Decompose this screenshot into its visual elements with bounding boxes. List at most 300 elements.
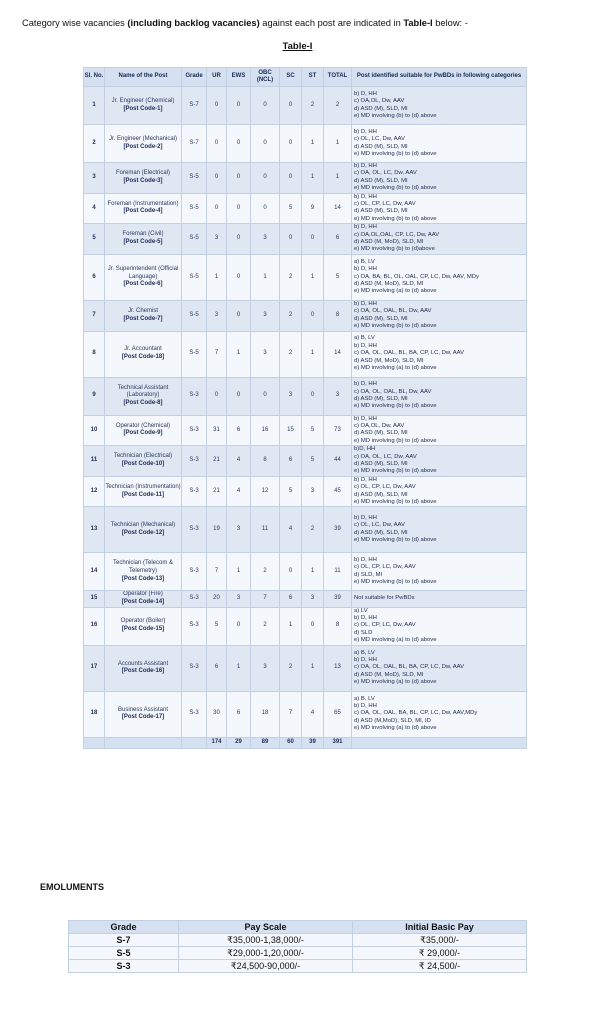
table-row (84, 645, 527, 691)
cell-st: 1 (302, 553, 324, 591)
cell-st: 0 (302, 300, 324, 331)
cell-obc: 2 (251, 607, 280, 645)
sl-no: 15 (84, 591, 105, 607)
pwbd-line: d) ASD (M), SLD, MI (354, 430, 408, 437)
cell-total: 13 (324, 645, 352, 691)
pwbd-line: b) D, HH (354, 266, 377, 273)
table-row (84, 415, 527, 446)
post-code: [Post Code-16] (121, 668, 165, 675)
post-name (105, 476, 182, 507)
post-name (105, 331, 182, 377)
intro-part2: against each post are indicated in (259, 18, 404, 28)
table-title: Table-I (282, 41, 313, 52)
cell-obc: 0 (251, 163, 280, 194)
post-code: [Post Code-11] (121, 491, 164, 498)
sl-no: 3 (84, 163, 105, 194)
header-total: TOTAL (324, 68, 352, 87)
pwbd-line: a) LV (354, 607, 368, 614)
pwbd-line: d) ASD (M, MoD), SLD, MI (354, 671, 424, 678)
cell-ews: 1 (227, 645, 251, 691)
cell-obc: 16 (251, 415, 280, 446)
cell-grade: S-3 (182, 446, 207, 477)
post-name (105, 224, 182, 255)
pwbd-line: a) B, LV (354, 649, 375, 656)
cell-total: 6 (324, 224, 352, 255)
pwbd-line: e) MD involving (b) to (d) above (354, 437, 437, 444)
sl-no: 18 (84, 691, 105, 737)
post-name (105, 591, 182, 607)
cell-st: 0 (302, 224, 324, 255)
table-row (84, 591, 527, 607)
post-title: Jr. Superintendent (Official Language) (107, 265, 179, 280)
pwbd-line: e) MD involving (b) to (d) above (354, 323, 437, 330)
table-row (84, 87, 527, 125)
cell-total: 1 (324, 163, 352, 194)
post-title: Technician (Mechanical) (110, 522, 176, 529)
cell-sc: 1 (280, 607, 302, 645)
pwbd-line: d) ASD (M,MoD), SLD, MI, ID (354, 717, 431, 724)
pwbd-line: c) OL, CP, LC, Dw, AAV (354, 484, 416, 491)
sl-no: 1 (84, 87, 105, 125)
post-title: Jr. Engineer (Chemical) (111, 97, 175, 104)
pwbd-line: d) ASD (M), SLD, MI (354, 105, 408, 112)
table-row (84, 691, 527, 737)
pay-initial: ₹ 24,500/- (353, 960, 527, 973)
post-code: [Post Code-2] (123, 143, 163, 150)
pay-row (69, 947, 527, 960)
total-st: 39 (302, 737, 324, 748)
pwbd-line: b) D, HH (354, 515, 377, 522)
cell-st: 1 (302, 645, 324, 691)
cell-st: 4 (302, 691, 324, 737)
pwbd-categories (352, 224, 527, 255)
post-name (105, 193, 182, 224)
pwbd-line: b) D, HH (354, 342, 377, 349)
cell-ews: 4 (227, 476, 251, 507)
cell-ur: 1 (207, 254, 227, 300)
pwbd-categories (352, 607, 527, 645)
pwbd-line: e) MD involving (b) to (d) above (354, 537, 437, 544)
pwbd-categories (352, 377, 527, 415)
post-code: [Post Code-15] (121, 626, 165, 633)
post-name (105, 377, 182, 415)
pwbd-line: b) D, HH (354, 702, 377, 709)
post-title: Technical Assistant (Laboratory) (117, 384, 169, 399)
post-name (105, 254, 182, 300)
pwbd-line: d) ASD (M), SLD, MI (354, 208, 408, 215)
pwbd-line: c) OA, OL, OAL, BL, Dw, AAV (354, 308, 432, 315)
cell-ur: 5 (207, 607, 227, 645)
table-row (84, 331, 527, 377)
cell-sc: 7 (280, 691, 302, 737)
pwbd-categories (352, 125, 527, 163)
sl-no: 4 (84, 193, 105, 224)
pwbd-line: e) MD involving (b) to (d) above (354, 215, 437, 222)
cell-ur: 6 (207, 645, 227, 691)
cell-grade: S-5 (182, 300, 207, 331)
post-title: Accounts Assistant (117, 660, 169, 667)
post-title: Operator (Fire) (123, 591, 163, 598)
vacancy-table (83, 67, 527, 749)
pay-header-scale: Pay Scale (179, 921, 353, 934)
pwbd-line: d) ASD (M), SLD, MI (354, 143, 408, 150)
pwbd-line: e) MD involving (b) to (d) above (354, 579, 437, 586)
header-obc: OBC (NCL) (251, 68, 280, 87)
pwbd-line: c) OL, LC, Dw, AAV (354, 136, 405, 143)
pwbd-line: b) D, HH (354, 614, 377, 621)
pwbd-line: c) OA,OL, Dw, AAV (354, 422, 405, 429)
cell-sc: 3 (280, 377, 302, 415)
cell-ews: 0 (227, 87, 251, 125)
pwbd-line: b)D, HH (354, 446, 376, 453)
pwbd-line: e) MD involving (b) to (d) above (354, 468, 437, 475)
vacancy-table-body (84, 87, 527, 738)
cell-st: 1 (302, 331, 324, 377)
cell-obc: 0 (251, 193, 280, 224)
cell-grade: S-3 (182, 507, 207, 553)
cell-sc: 0 (280, 553, 302, 591)
cell-grade: S-3 (182, 691, 207, 737)
post-title: Business Assistant (117, 706, 169, 713)
header-ews: EWS (227, 68, 251, 87)
pwbd-line: e) MD involving (a) to (d) above (354, 288, 437, 295)
post-name (105, 446, 182, 477)
pwbd-line: c) OA, OL, OAL, BA, BL, CP, LC, Dw, AAV,MDy (354, 710, 478, 717)
cell-grade: S-3 (182, 591, 207, 607)
pwbd-line: b) D, HH (354, 224, 377, 231)
cell-st: 1 (302, 163, 324, 194)
post-title: Technician (Electrical) (113, 453, 173, 460)
pay-scale-table (68, 920, 527, 973)
post-code: [Post Code-13] (121, 575, 165, 582)
cell-ur: 21 (207, 476, 227, 507)
post-code: [Post Code-6] (123, 281, 163, 288)
cell-ur: 7 (207, 331, 227, 377)
post-title: Technician (Telecom & Telemetry) (112, 560, 174, 575)
cell-ur: 0 (207, 87, 227, 125)
cell-ur: 7 (207, 553, 227, 591)
pwbd-line: c) OL, LC, Dw, AAV (354, 522, 405, 529)
pay-grade: S-3 (69, 960, 179, 973)
sl-no: 13 (84, 507, 105, 553)
cell-ews: 0 (227, 607, 251, 645)
pwbd-categories (352, 254, 527, 300)
cell-obc: 0 (251, 87, 280, 125)
cell-total: 65 (324, 691, 352, 737)
table-row (84, 607, 527, 645)
table-row (84, 507, 527, 553)
pwbd-line: d) ASD (M), SLD, MI (354, 529, 408, 536)
cell-grade: S-3 (182, 607, 207, 645)
cell-obc: 0 (251, 377, 280, 415)
cell-st: 1 (302, 254, 324, 300)
total-ews: 29 (227, 737, 251, 748)
cell-grade: S-3 (182, 553, 207, 591)
cell-st: 0 (302, 377, 324, 415)
total-obc: 89 (251, 737, 280, 748)
cell-sc: 2 (280, 645, 302, 691)
sl-no: 17 (84, 645, 105, 691)
post-title: Jr. Engineer (Mechanical) (108, 135, 178, 142)
pwbd-line: e) MD involving (a) to (d) above (354, 725, 437, 732)
pay-initial: ₹35,000/- (353, 934, 527, 947)
cell-sc: 0 (280, 125, 302, 163)
post-name (105, 87, 182, 125)
pay-header-grade: Grade (69, 921, 179, 934)
cell-obc: 2 (251, 553, 280, 591)
cell-grade: S-5 (182, 254, 207, 300)
pwbd-categories (352, 415, 527, 446)
table-row (84, 446, 527, 477)
cell-ur: 0 (207, 377, 227, 415)
cell-sc: 6 (280, 446, 302, 477)
cell-st: 5 (302, 446, 324, 477)
post-code: [Post Code-4] (123, 208, 163, 215)
cell-sc: 5 (280, 193, 302, 224)
intro-text (22, 18, 468, 28)
cell-obc: 3 (251, 645, 280, 691)
post-code: [Post Code-14] (121, 598, 165, 605)
pwbd-line: e) MD involving (a) to (d) above (354, 637, 437, 644)
pwbd-categories (352, 446, 527, 477)
cell-total: 8 (324, 300, 352, 331)
cell-sc: 2 (280, 254, 302, 300)
pwbd-line: e) MD involving (b) to (d) above (354, 498, 437, 505)
vacancy-header-row (84, 68, 527, 87)
post-title: Operator (Chemical) (115, 422, 171, 429)
emoluments-heading: EMOLUMENTS (40, 882, 104, 892)
table-row (84, 193, 527, 224)
pwbd-line: c) OL, CP, LC, Dw, AAV (354, 564, 416, 571)
pwbd-line: d) ASD (M, MoD), SLD, MI (354, 281, 424, 288)
cell-st: 2 (302, 87, 324, 125)
cell-total: 73 (324, 415, 352, 446)
cell-ur: 3 (207, 300, 227, 331)
post-title: Foreman (Instrumentation) (107, 200, 179, 207)
cell-sc: 4 (280, 507, 302, 553)
post-name (105, 163, 182, 194)
sl-no: 7 (84, 300, 105, 331)
table-row (84, 163, 527, 194)
cell-grade: S-5 (182, 163, 207, 194)
post-name (105, 300, 182, 331)
cell-grade: S-5 (182, 224, 207, 255)
table-row (84, 254, 527, 300)
cell-st: 9 (302, 193, 324, 224)
post-title: Jr. Chemist (127, 308, 158, 315)
pwbd-line: b) D, HH (354, 476, 377, 483)
pwbd-line: c) OA, OL, OAL, BL, BA, CP, LC, Dw, AAV (354, 664, 465, 671)
pwbd-line: a) B, LV (354, 335, 375, 342)
cell-ur: 0 (207, 125, 227, 163)
cell-ur: 0 (207, 193, 227, 224)
total-sc: 60 (280, 737, 302, 748)
cell-st: 3 (302, 591, 324, 607)
pay-scale: ₹24,500-90,000/- (179, 960, 353, 973)
pwbd-line: Not suitable for PwBDs (354, 595, 415, 602)
pwbd-line: d) ASD (M), SLD, MI (354, 315, 408, 322)
pwbd-line: b) D, HH (354, 381, 377, 388)
pwbd-line: b) D, HH (354, 193, 377, 200)
cell-st: 0 (302, 607, 324, 645)
cell-grade: S-7 (182, 125, 207, 163)
pwbd-line: b) D, HH (354, 415, 377, 422)
cell-sc: 15 (280, 415, 302, 446)
pwbd-line: b) D, HH (354, 90, 377, 97)
header-sl: Sl. No. (84, 68, 105, 87)
pwbd-line: d) SLD, MI (354, 571, 383, 578)
pwbd-categories (352, 300, 527, 331)
cell-ews: 0 (227, 377, 251, 415)
intro-part3: below: - (432, 18, 468, 28)
cell-sc: 6 (280, 591, 302, 607)
pwbd-line: e) MD involving (b) to (d) above (354, 403, 437, 410)
pay-initial: ₹ 29,000/- (353, 947, 527, 960)
sl-no: 16 (84, 607, 105, 645)
totals-row (84, 737, 527, 748)
cell-st: 3 (302, 476, 324, 507)
pay-grade: S-7 (69, 934, 179, 947)
pwbd-line: c) OL, CP, LC, Dw, AAV (354, 622, 416, 629)
cell-ews: 0 (227, 125, 251, 163)
cell-grade: S-3 (182, 645, 207, 691)
table-row (84, 300, 527, 331)
sl-no: 5 (84, 224, 105, 255)
post-code: [Post Code-7] (123, 315, 163, 322)
cell-obc: 7 (251, 591, 280, 607)
intro-bold1: (including backlog vacancies) (127, 18, 260, 28)
table-row (84, 553, 527, 591)
cell-total: 3 (324, 377, 352, 415)
cell-ews: 0 (227, 224, 251, 255)
total-all: 391 (324, 737, 352, 748)
cell-ews: 4 (227, 446, 251, 477)
pwbd-line: e) MD involving (a) to (d) above (354, 679, 437, 686)
post-title: Jr. Accountant (124, 346, 162, 353)
pwbd-line: d) ASD (M), SLD, MI (354, 491, 408, 498)
pwbd-line: b) D, HH (354, 128, 377, 135)
post-name (105, 553, 182, 591)
cell-obc: 3 (251, 331, 280, 377)
pwbd-categories (352, 553, 527, 591)
totals-blank (352, 737, 527, 748)
pwbd-line: b) D, HH (354, 656, 377, 663)
cell-obc: 8 (251, 446, 280, 477)
cell-ur: 31 (207, 415, 227, 446)
post-title: Operator (Boiler) (120, 618, 166, 625)
cell-sc: 0 (280, 163, 302, 194)
cell-ews: 6 (227, 691, 251, 737)
table-row (84, 377, 527, 415)
cell-ews: 0 (227, 254, 251, 300)
table-row (84, 476, 527, 507)
sl-no: 11 (84, 446, 105, 477)
cell-total: 14 (324, 331, 352, 377)
post-title: Foreman (Electrical) (115, 170, 170, 177)
cell-total: 45 (324, 476, 352, 507)
cell-obc: 3 (251, 224, 280, 255)
pwbd-line: b) D, HH (354, 300, 377, 307)
pwbd-categories (352, 507, 527, 553)
pwbd-line: e) MD involving (b) to (d) above (354, 185, 437, 192)
total-ur: 174 (207, 737, 227, 748)
intro-part1: Category wise vacancies (22, 18, 128, 28)
pwbd-line: b) D, HH (354, 163, 377, 169)
cell-ur: 30 (207, 691, 227, 737)
cell-obc: 0 (251, 125, 280, 163)
intro-bold2: Table-I (403, 18, 433, 28)
pwbd-line: d) ASD (M), SLD, MI (354, 460, 408, 467)
post-name (105, 691, 182, 737)
cell-grade: S-5 (182, 193, 207, 224)
header-sc: SC (280, 68, 302, 87)
pwbd-categories (352, 87, 527, 125)
post-code: [Post Code-9] (123, 430, 163, 437)
pwbd-line: c) OA,OL, Dw, AAV (354, 98, 405, 105)
sl-no: 9 (84, 377, 105, 415)
post-code: [Post Code-18] (121, 354, 165, 360)
post-title: Foreman (Civil) (122, 231, 164, 238)
cell-sc: 0 (280, 87, 302, 125)
pay-scale: ₹29,000-1,20,000/- (179, 947, 353, 960)
sl-no: 14 (84, 553, 105, 591)
pwbd-line: b) D, HH (354, 557, 377, 564)
cell-obc: 1 (251, 254, 280, 300)
post-title: Technician (Instrumentation) (105, 483, 181, 490)
header-post: Name of the Post (105, 68, 182, 87)
cell-ur: 19 (207, 507, 227, 553)
pwbd-categories (352, 691, 527, 737)
cell-total: 1 (324, 125, 352, 163)
cell-ews: 0 (227, 163, 251, 194)
cell-obc: 18 (251, 691, 280, 737)
pay-scale: ₹35,000-1,38,000/- (179, 934, 353, 947)
cell-st: 2 (302, 507, 324, 553)
post-name (105, 415, 182, 446)
post-name (105, 125, 182, 163)
cell-total: 2 (324, 87, 352, 125)
cell-ur: 3 (207, 224, 227, 255)
cell-ur: 0 (207, 163, 227, 194)
cell-ews: 3 (227, 507, 251, 553)
cell-total: 39 (324, 591, 352, 607)
cell-ur: 20 (207, 591, 227, 607)
pwbd-line: a) B, LV (354, 258, 375, 265)
cell-total: 8 (324, 607, 352, 645)
post-code: [Post Code-3] (123, 177, 163, 184)
pwbd-categories (352, 591, 527, 607)
post-code: [Post Code-17] (121, 714, 165, 721)
sl-no: 10 (84, 415, 105, 446)
pay-row (69, 934, 527, 947)
cell-grade: S-3 (182, 377, 207, 415)
totals-blank (84, 737, 105, 748)
cell-obc: 11 (251, 507, 280, 553)
pwbd-categories (352, 645, 527, 691)
header-ur: UR (207, 68, 227, 87)
post-code: [Post Code-8] (123, 399, 163, 406)
post-code: [Post Code-1] (123, 105, 163, 112)
cell-obc: 12 (251, 476, 280, 507)
pwbd-line: d) SLD (354, 629, 373, 636)
cell-ews: 0 (227, 193, 251, 224)
pwbd-line: c) OA,OL,OAL, CP, LC, Dw, AAV (354, 231, 440, 238)
cell-total: 5 (324, 254, 352, 300)
sl-no: 6 (84, 254, 105, 300)
pwbd-line: e) MD involving (b) to (d)above (354, 246, 435, 253)
cell-total: 14 (324, 193, 352, 224)
pwbd-categories (352, 163, 527, 194)
